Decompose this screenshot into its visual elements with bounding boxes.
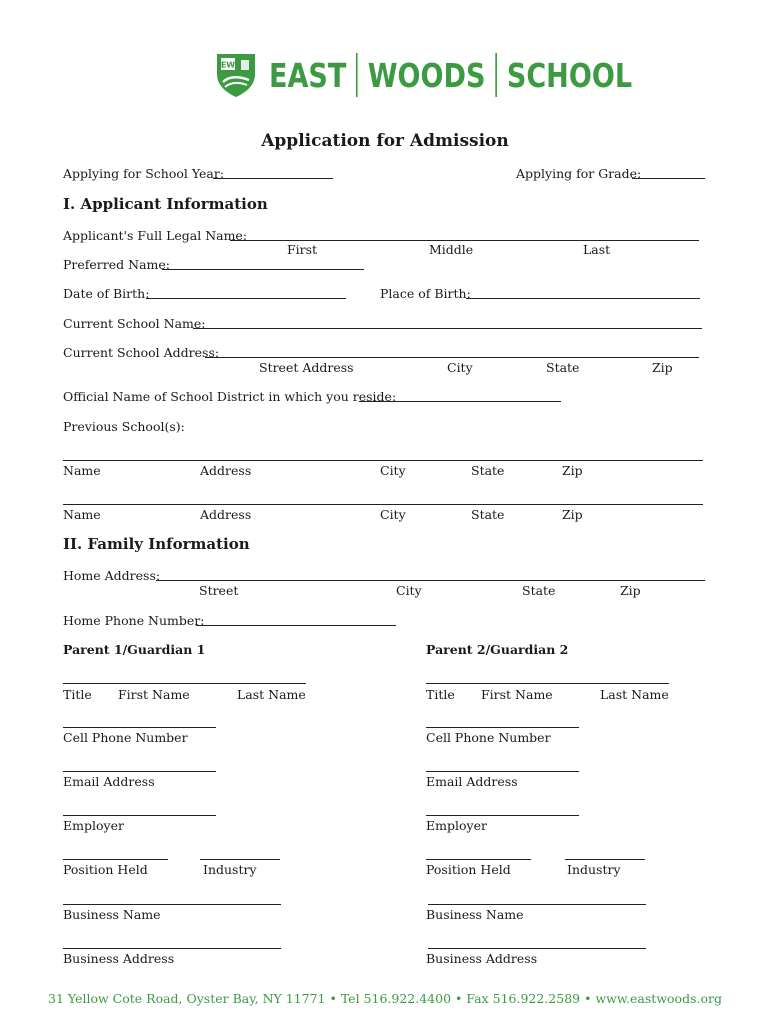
home-part-zip: Zip — [620, 583, 641, 598]
prev2-col-address: Address — [200, 507, 252, 522]
preferred-name-field[interactable] — [162, 269, 364, 270]
section-heading-applicant: I. Applicant Information — [63, 195, 268, 213]
parent1-name-field[interactable] — [63, 683, 306, 684]
parent2-business-name-label: Business Name — [426, 907, 524, 922]
grade-field[interactable] — [632, 178, 705, 179]
prev2-col-name: Name — [63, 507, 101, 522]
parent1-business-name-label: Business Name — [63, 907, 161, 922]
address-part-zip: Zip — [652, 360, 673, 375]
parent2-position-field[interactable] — [426, 859, 531, 860]
previous-schools-label: Previous School(s): — [63, 419, 185, 434]
home-part-state: State — [522, 583, 556, 598]
parent1-email-label: Email Address — [63, 774, 155, 789]
parent1-position-field[interactable] — [63, 859, 168, 860]
parent2-industry-label: Industry — [567, 862, 621, 877]
parent1-heading: Parent 1/Guardian 1 — [63, 642, 206, 657]
address-part-state: State — [546, 360, 580, 375]
dob-label: Date of Birth: — [63, 286, 150, 301]
district-field[interactable] — [359, 401, 561, 402]
current-school-field[interactable] — [193, 328, 702, 329]
parent1-business-name-field[interactable] — [63, 904, 281, 905]
parent2-industry-field[interactable] — [565, 859, 645, 860]
section-heading-family: II. Family Information — [63, 535, 250, 553]
prev1-col-city: City — [380, 463, 406, 478]
home-part-city: City — [396, 583, 422, 598]
parent1-business-address-label: Business Address — [63, 951, 175, 966]
parent2-email-field[interactable] — [426, 771, 579, 772]
prev1-col-state: State — [471, 463, 505, 478]
home-phone-label: Home Phone Number: — [63, 613, 205, 628]
pob-label: Place of Birth: — [380, 286, 471, 301]
prev2-col-city: City — [380, 507, 406, 522]
home-part-street: Street — [199, 583, 239, 598]
preferred-name-label: Preferred Name: — [63, 257, 170, 272]
home-address-label: Home Address: — [63, 568, 161, 583]
name-part-first: First — [287, 242, 318, 257]
school-logo — [215, 51, 712, 99]
parent2-employer-label: Employer — [426, 818, 487, 833]
prev1-col-zip: Zip — [562, 463, 583, 478]
logo-divider — [356, 53, 358, 97]
logo-word-east: EAST — [269, 55, 347, 95]
parent2-email-label: Email Address — [426, 774, 518, 789]
parent1-industry-label: Industry — [203, 862, 257, 877]
parent2-col-last: Last Name — [600, 687, 669, 702]
logo-divider — [495, 53, 497, 97]
parent2-business-name-field[interactable] — [428, 904, 646, 905]
page-title: Application for Admission — [261, 131, 509, 151]
parent2-name-field[interactable] — [426, 683, 669, 684]
parent2-position-label: Position Held — [426, 862, 511, 877]
address-part-city: City — [447, 360, 473, 375]
name-part-middle: Middle — [429, 242, 474, 257]
previous-school-2-field[interactable] — [63, 504, 703, 505]
parent1-col-last: Last Name — [237, 687, 306, 702]
parent1-employer-label: Employer — [63, 818, 124, 833]
parent1-business-address-field[interactable] — [63, 948, 281, 949]
prev2-col-zip: Zip — [562, 507, 583, 522]
prev2-col-state: State — [471, 507, 505, 522]
parent1-cell-field[interactable] — [63, 727, 216, 728]
parent2-cell-label: Cell Phone Number — [426, 730, 551, 745]
parent2-employer-field[interactable] — [426, 815, 579, 816]
parent1-position-label: Position Held — [63, 862, 148, 877]
parent2-business-address-label: Business Address — [426, 951, 538, 966]
parent2-col-first: First Name — [481, 687, 553, 702]
school-year-field[interactable] — [213, 178, 333, 179]
current-address-label: Current School Address: — [63, 345, 220, 360]
full-name-label: Applicant's Full Legal Name: — [63, 228, 248, 243]
prev1-col-name: Name — [63, 463, 101, 478]
parent1-col-title: Title — [63, 687, 92, 702]
parent1-employer-field[interactable] — [63, 815, 216, 816]
current-address-field[interactable] — [205, 357, 699, 358]
grade-label: Applying for Grade: — [516, 166, 642, 181]
parent2-business-address-field[interactable] — [428, 948, 646, 949]
footer-contact: 31 Yellow Cote Road, Oyster Bay, NY 11771 • Tel 516.922.4400 • Fax 516.922.2589 • www.eastwoods.org — [48, 991, 722, 1006]
school-year-label: Applying for School Year: — [63, 166, 225, 181]
parent1-email-field[interactable] — [63, 771, 216, 772]
pob-field[interactable] — [466, 298, 700, 299]
dob-field[interactable] — [146, 298, 346, 299]
previous-school-1-field[interactable] — [63, 460, 703, 461]
current-school-label: Current School Name: — [63, 316, 206, 331]
crest-letters: EW — [220, 60, 236, 70]
parent1-industry-field[interactable] — [200, 859, 280, 860]
parent2-cell-field[interactable] — [426, 727, 579, 728]
parent1-col-first: First Name — [118, 687, 190, 702]
parent2-col-title: Title — [426, 687, 455, 702]
parent1-cell-label: Cell Phone Number — [63, 730, 188, 745]
logo-word-school: SCHOOL — [506, 55, 633, 95]
school-crest-icon — [215, 52, 257, 98]
name-part-last: Last — [583, 242, 611, 257]
district-label: Official Name of School District in which you reside: — [63, 389, 397, 404]
logo-word-woods: WOODS — [367, 55, 486, 95]
address-part-street: Street Address — [259, 360, 354, 375]
home-phone-field[interactable] — [196, 625, 396, 626]
prev1-col-address: Address — [200, 463, 252, 478]
full-name-field[interactable] — [230, 240, 699, 241]
school-wordmark — [269, 53, 632, 97]
parent2-heading: Parent 2/Guardian 2 — [426, 642, 569, 657]
home-address-field[interactable] — [156, 580, 705, 581]
